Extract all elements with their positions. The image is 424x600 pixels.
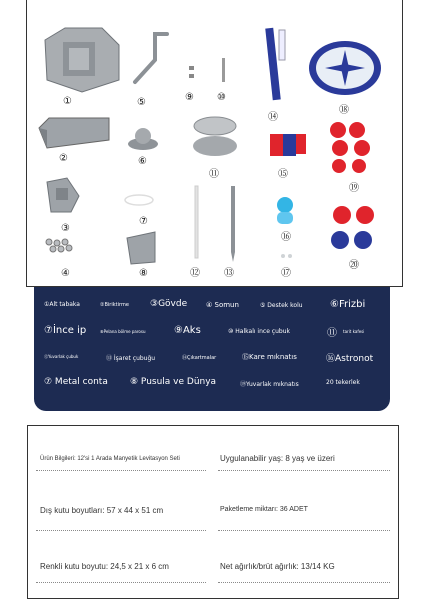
product-specs: [27, 425, 399, 599]
legend-item-6: ⑥Frizbi: [330, 299, 366, 310]
part-number-8: ⑧: [139, 268, 148, 279]
storage-frame-part: [39, 118, 109, 148]
nuts-part: [46, 239, 72, 252]
legend-item-8: ⑧Pelana bölme parosu: [100, 329, 146, 334]
spec-weight: Net ağırlık/brüt ağırlık: 13/14 KG: [220, 562, 335, 571]
ring-rod-part: [222, 58, 225, 82]
legend-item-4: ④ Somun: [206, 301, 239, 309]
legend-item-18: ⑧ Pusula ve Dünya: [130, 377, 217, 387]
legend-item-11: ⑪: [327, 328, 337, 339]
divider: [36, 582, 206, 583]
part-number-15: ⑮: [278, 169, 288, 180]
body-part: [47, 178, 79, 212]
divider: [36, 470, 206, 471]
support-arm-part: [135, 34, 167, 82]
legend-item-10: ⑩ Halkalı ince çubuk: [228, 328, 290, 335]
frisbee-part: [128, 128, 158, 150]
square-magnets-part: [270, 134, 306, 156]
legend-item-7: ⑦İnce ip: [44, 325, 87, 336]
divider: [36, 530, 206, 531]
stand-part: [193, 117, 237, 156]
spec-pack-qty: Paketleme miktarı: 36 ADET: [220, 506, 308, 513]
parts-legend: [34, 287, 390, 411]
spec-product-info: Ürün Bilgileri: 12'si 1 Arada Manyetik Levitasyon Seti: [40, 456, 180, 462]
thin-string-part: [125, 195, 153, 205]
pointer-rod-part: [231, 186, 235, 262]
astronaut-part: [277, 197, 293, 224]
part-number-3: ③: [61, 223, 70, 234]
part-number-2: ②: [59, 153, 68, 164]
part-number-13: ⑬: [224, 268, 234, 279]
legend-item-1: ①Alt tabaka: [44, 301, 80, 308]
spec-color-box: Renkli kutu boyutu: 24,5 x 21 x 6 cm: [40, 562, 169, 571]
parts-photo: [26, 0, 403, 287]
spec-outer-box: Dış kutu boyutları: 57 x 44 x 51 cm: [40, 506, 164, 515]
legend-item-17: ⑦ Metal conta: [44, 377, 108, 387]
part-number-4: ④: [61, 268, 70, 279]
part-number-1: ①: [63, 96, 72, 107]
part-number-17: ⑰: [281, 268, 291, 279]
base-plate-part: [45, 28, 119, 92]
legend-item-5: ⑤ Destek kolu: [260, 302, 303, 309]
spec-age: Uygulanabilir yaş: 8 yaş ve üzeri: [220, 454, 335, 463]
legend-item-3: ③Gövde: [150, 299, 188, 309]
divider: [218, 530, 390, 531]
parts-illustration: [27, 0, 402, 286]
compass-globe-part: [309, 41, 381, 95]
legend-item-15: ⑮Kare mıknatıs: [242, 353, 297, 361]
legend-item-11-label: tarit kafesi: [343, 329, 365, 334]
part-number-18: ⑱: [339, 105, 349, 116]
part-number-6: ⑥: [138, 156, 147, 167]
wheels-part: [331, 206, 374, 249]
part-number-14: ⑭: [268, 112, 278, 123]
part-number-5: ⑤: [137, 97, 146, 108]
part-number-19: ⑲: [349, 183, 359, 194]
part-number-10: ⑩: [217, 92, 226, 103]
divider: [218, 582, 390, 583]
legend-item-16: ⑯Astronot: [326, 354, 374, 364]
part-number-12: ⑫: [190, 268, 200, 279]
round-magnets-part: [330, 122, 370, 173]
legend-item-19: ⑲Yuvarlak mıknatıs: [240, 381, 299, 388]
legend-item-12: ⑫Yuvarlak çubuk: [44, 354, 79, 359]
legend-item-20: 20 tekerlek: [326, 379, 360, 386]
part-number-16: ⑯: [281, 232, 291, 243]
legend-item-2: ②Biriktirme: [100, 302, 129, 308]
legend-item-13: ⑬ İşaret çubuğu: [106, 355, 156, 362]
axle-part: [189, 66, 194, 78]
partition-plate-part: [127, 232, 155, 264]
legend-item-9: ⑨Aks: [174, 325, 201, 336]
part-number-9: ⑨: [185, 92, 194, 103]
legend-item-14: ⑭Çıkartmalar: [182, 355, 217, 361]
metal-gasket-part: [281, 254, 292, 258]
part-number-7: ⑦: [139, 216, 148, 227]
part-number-20: ⑳: [349, 260, 359, 271]
stickers-part: [265, 28, 285, 100]
part-number-11: ⑪: [209, 169, 219, 180]
round-rod-part: [195, 186, 198, 258]
divider: [218, 470, 390, 471]
